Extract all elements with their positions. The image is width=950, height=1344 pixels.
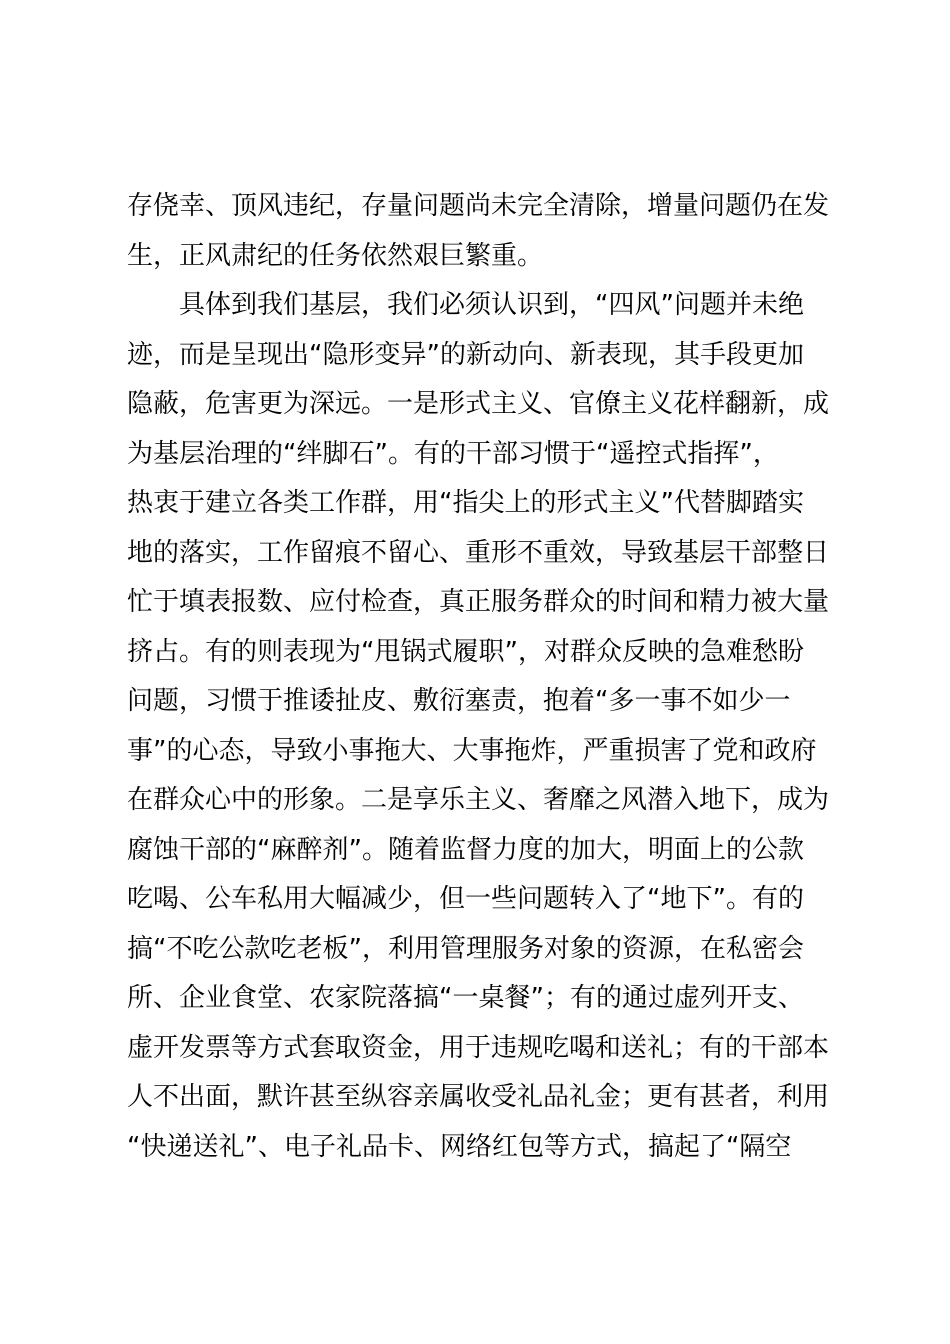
text-line: 在群众心中的形象。二是享乐主义、奢靡之风潜入地下，成为 xyxy=(127,785,830,815)
text-line: 挤占。有的则表现为“甩锅式履职”，对群众反映的急难愁盼 xyxy=(127,636,804,667)
text-line: 生，正风肃纪的任务依然艰巨繁重。 xyxy=(127,240,544,271)
text-line: 忙于填表报数、应付检查，真正服务群众的时间和精力被大量 xyxy=(127,587,830,617)
text-line: 问题，习惯于推诿扯皮、敷衍塞责，抱着“多一事不如少一 xyxy=(127,686,791,716)
text-line: 虚开发票等方式套取资金，用于违规吃喝和送礼；有的干部本 xyxy=(127,1032,830,1063)
text-line: 热衷于建立各类工作群，用“指尖上的形式主义”代替脚踏实 xyxy=(127,488,804,518)
text-line: 隐蔽，危害更为深远。一是形式主义、官僚主义花样翻新，成 xyxy=(127,389,830,419)
text-line: 人不出面，默许甚至纵容亲属收受礼品礼金；更有甚者，利用 xyxy=(127,1082,830,1112)
text-line: 所、企业食堂、农家院落搞“一桌餐”；有的通过虚列开支、 xyxy=(127,983,804,1013)
text-line: 存侥幸、顶风违纪，存量问题尚未完全清除，增量问题仍在发 xyxy=(127,191,830,221)
text-line: 为基层治理的“绊脚石”。有的干部习惯于“遥控式指挥”， xyxy=(127,438,779,469)
text-line: 地的落实，工作留痕不留心、重形不重效，导致基层干部整日 xyxy=(127,537,830,568)
text-line: “快递送礼”、电子礼品卡、网络红包等方式，搞起了“隔空 xyxy=(127,1131,792,1162)
text-line: 腐蚀干部的“麻醉剂”。随着监督力度的加大，明面上的公款 xyxy=(127,834,804,865)
text-line: 迹，而是呈现出“隐形变异”的新动向、新表现，其手段更加 xyxy=(127,339,804,370)
text-line: 事”的心态，导致小事拖大、大事拖炸，严重损害了党和政府 xyxy=(127,735,817,766)
text-line: 搞“不吃公款吃老板”，利用管理服务对象的资源，在私密会 xyxy=(127,933,804,964)
paragraph-start-line: 具体到我们基层，我们必须认识到，“四风”问题并未绝 xyxy=(179,290,804,320)
body-text xyxy=(127,182,837,1172)
text-line: 吃喝、公车私用大幅减少，但一些问题转入了“地下”。有的 xyxy=(127,884,804,914)
